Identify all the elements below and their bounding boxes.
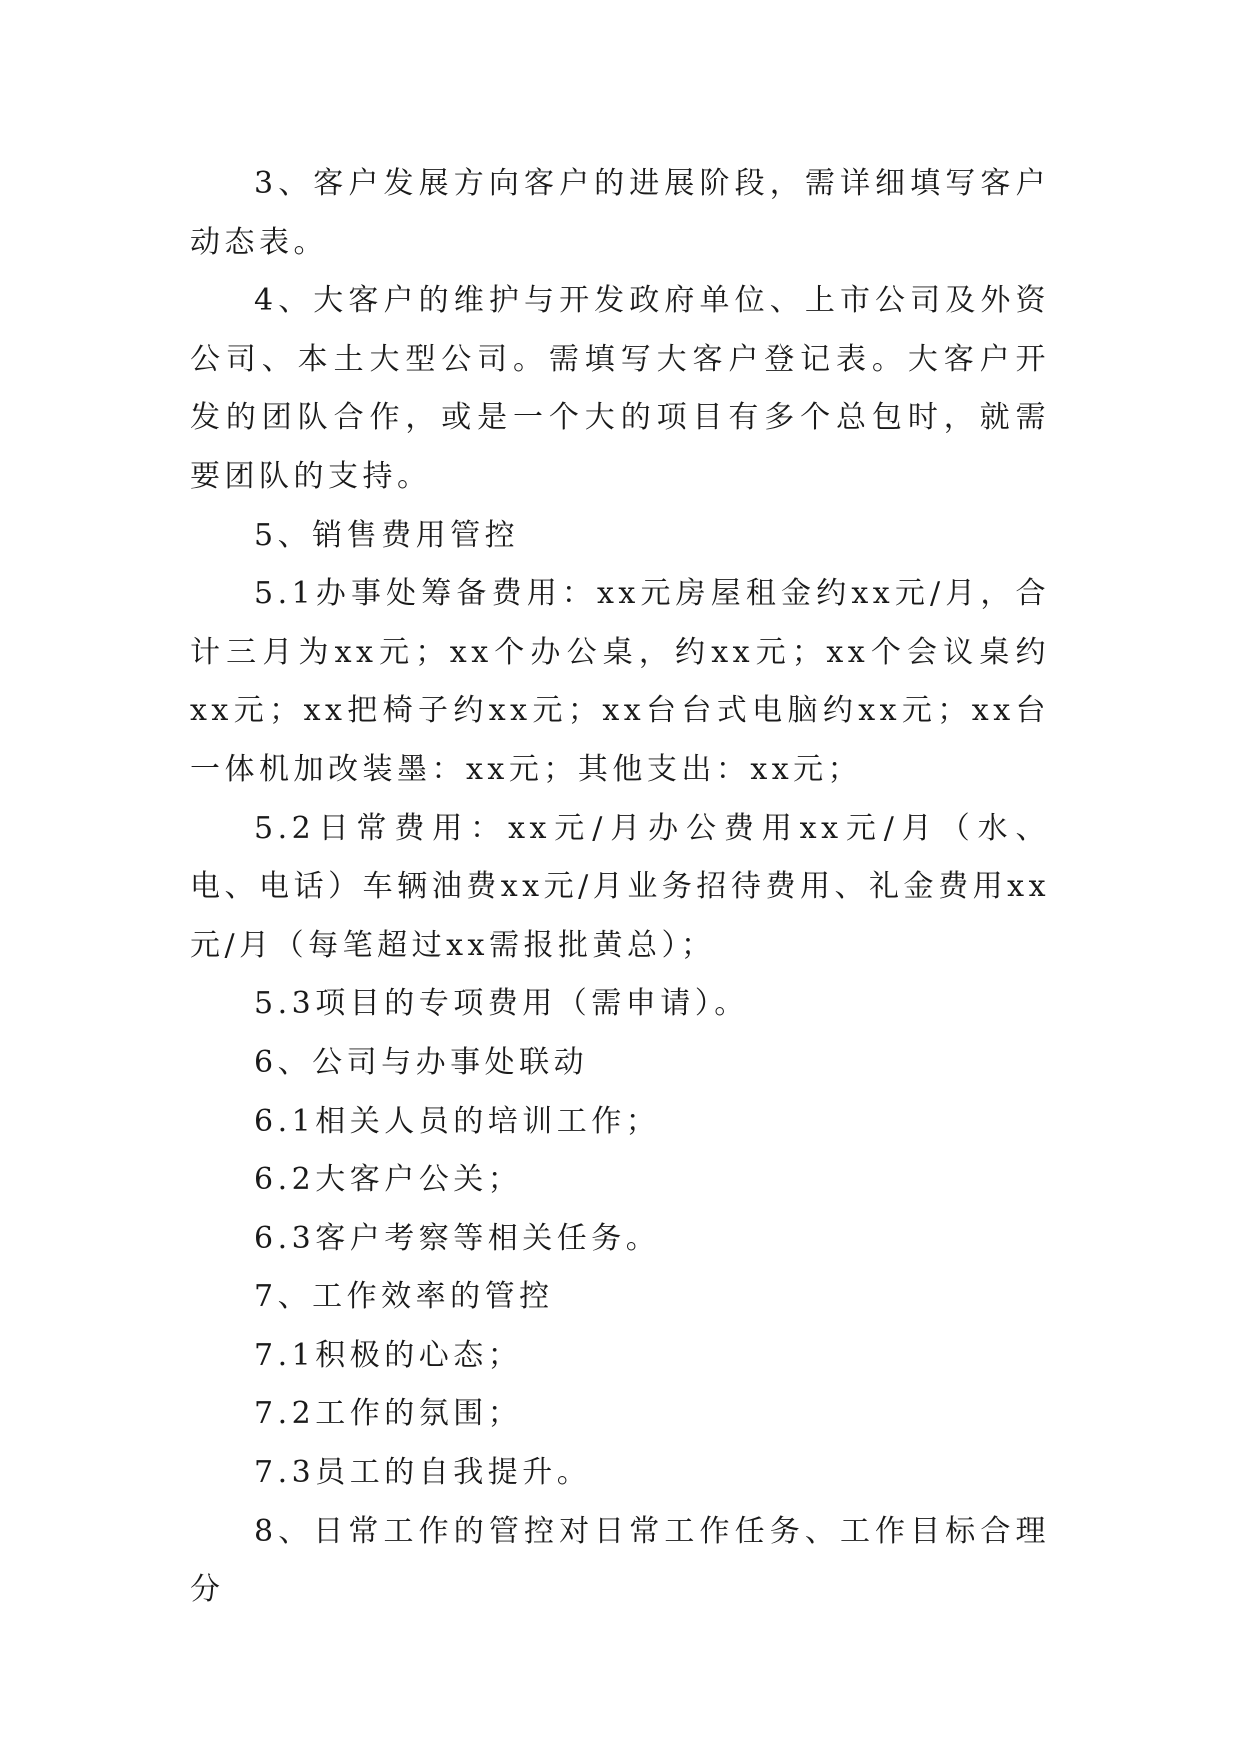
document-body <box>190 155 1050 1620</box>
paragraph-daily-expenses: 5.2日常费用：xx元/月办公费用xx元/月（水、电、电话）车辆油费xx元/月业务招待费用、礼金费用xx元/月（每笔超过xx需报批黄总）； <box>190 810 1050 963</box>
heading-company-office-linkage: 6、公司与办事处联动 <box>254 1044 589 1080</box>
list-item-staff-training: 6.1相关人员的培训工作； <box>254 1103 661 1139</box>
paragraph-key-account-maintenance: 4、大客户的维护与开发政府单位、上市公司及外资公司、本土大型公司。需填写大客户登记表。大客户开发的团队合作，或是一个大的项目有多个总包时，就需要团队的支持。 <box>190 283 1050 494</box>
paragraph-customer-development: 3、客户发展方向客户的进展阶段，需详细填写客户动态表。 <box>190 166 1050 260</box>
paragraph-project-special-expenses: 5.3项目的专项费用（需申请）。 <box>254 986 749 1022</box>
list-item-positive-attitude: 7.1积极的心态； <box>254 1337 523 1373</box>
list-item-work-atmosphere: 7.2工作的氛围； <box>254 1396 523 1432</box>
paragraph-daily-work-control: 8、日常工作的管控对日常工作任务、工作目标合理分 <box>190 1513 1050 1608</box>
list-item-self-improvement: 7.3员工的自我提升。 <box>254 1455 592 1491</box>
paragraph-office-setup-costs: 5.1办事处筹备费用：xx元房屋租金约xx元/月，合计三月为xx元；xx个办公桌，约xx元；xx个会议桌约xx元；xx把椅子约xx元；xx台台式电脑约xx元；xx台一体机加改装墨：xx元；其他支出：xx元； <box>190 576 1050 787</box>
heading-sales-expense-control: 5、销售费用管控 <box>254 517 520 553</box>
heading-work-efficiency-control: 7、工作效率的管控 <box>254 1279 554 1315</box>
list-item-key-account-pr: 6.2大客户公关； <box>254 1162 523 1198</box>
list-item-customer-inspection: 6.3客户考察等相关任务。 <box>254 1220 661 1256</box>
